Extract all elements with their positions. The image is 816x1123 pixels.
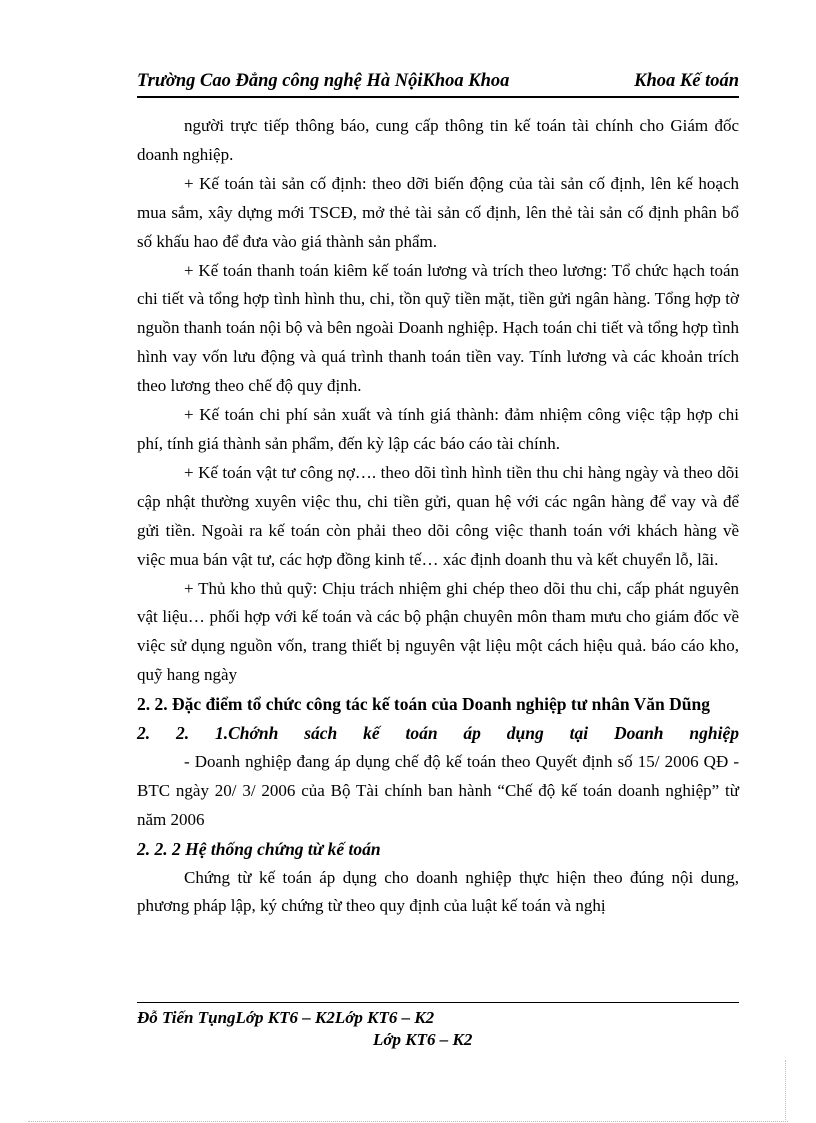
subsection-heading-vouchers: 2. 2. 2 Hệ thống chứng từ kế toán	[137, 838, 381, 859]
paragraph-vouchers: Chứng từ kế toán áp dụng cho doanh nghiệp thực hiện theo đúng nội dung, phương pháp lập, ký chứng từ theo quy định của luật kế toán và nghị	[137, 867, 739, 916]
paragraph-policy: - Doanh nghiệp đang áp dụng chế độ kế toán theo Quyết định số 15/ 2006 QĐ - BTC ngày 20/ 3/ 2006 của Bộ Tài chính ban hành “Chế độ kế toán doanh nghiệp” từ năm 2006	[137, 751, 739, 829]
page-bottom-edge	[28, 1121, 788, 1122]
paragraph-cost-accountant: + Kế toán chi phí sản xuất và tính giá thành: đảm nhiệm công việc tập hợp chi phí, tính giá thành sản phẩm, đến kỳ lập các báo cáo tài chính.	[137, 405, 739, 453]
footer-class: Lớp KT6 – K2	[373, 1030, 473, 1049]
page-header	[137, 70, 739, 98]
paragraph-warehouse-keeper: + Thủ kho thủ quỹ: Chịu trách nhiệm ghi chép theo dõi thu chi, cấp phát nguyên vật liệu… phối hợp với kế toán và các bộ phận chuyên môn tham mưu cho giám đốc về việc sử dụng nguồn vốn, trang thiết bị nguyên vật liệu một cách hiệu quả. báo cáo kho, quỹ hang ngày	[137, 578, 739, 685]
header-school-name: Trường Cao Đẳng công nghệ Hà NộiKhoa Khoa	[137, 71, 510, 91]
subsection-heading-policy: 2. 2. 1.Chớnh sách kế toán áp dụng tại Doanh nghiệp	[137, 723, 739, 744]
page-footer	[137, 1002, 739, 1051]
paragraph-fixed-asset-accountant: + Kế toán tài sản cố định: theo dỡi biến động của tài sản cố định, lên kế hoạch mua sắm, xây dựng mới TSCĐ, mở thẻ tài sản cố định, lên thẻ tài sản cố định phân bổ số khấu hao để đưa vào giá thành sản phẩm.	[137, 173, 739, 251]
paragraph-materials-accountant: + Kế toán vật tư công nợ…. theo dõi tình hình tiền thu chi hàng ngày và theo dõi cập nhật thường xuyên việc thu, chi tiền gửi, quan hệ với các ngân hàng để vay và để gửi tiền. Ngoài ra kế toán còn phải theo dõi công việc thanh toán với khách hàng về việc mua bán vật tư, các hợp đồng kinh tế… xác định doanh thu và kết chuyển lỗ, lãi.	[137, 462, 739, 569]
paragraph-payment-accountant: + Kế toán thanh toán kiêm kế toán lương và trích theo lương: Tổ chức hạch toán chi tiết và tổng hợp tình hình thu, chi, tồn quỹ tiền mặt, tiền gửi ngân hàng. Tổng hợp tờ nguồn thanh toán nội bộ và bên ngoài Doanh nghiệp. Hạch toán chi tiết và tổng hợp tình hình vay vốn lưu động và quá trình thanh toán tiền vay. Tính lương và các khoản trích theo lương theo chế độ quy định.	[137, 260, 739, 396]
header-department: Khoa Kế toán	[634, 71, 739, 91]
paragraph: người trực tiếp thông báo, cung cấp thông tin kế toán tài chính cho Giám đốc doanh nghiệp.	[137, 116, 739, 164]
document-body	[137, 112, 739, 921]
footer-author-class: Đỗ Tiến TụngLớp KT6 – K2Lớp KT6 – K2	[137, 1008, 435, 1027]
section-heading: 2. 2. Đặc điểm tổ chức công tác kế toán của Doanh nghiệp tư nhân Văn Dũng	[137, 694, 710, 715]
page-right-edge	[785, 1060, 786, 1122]
